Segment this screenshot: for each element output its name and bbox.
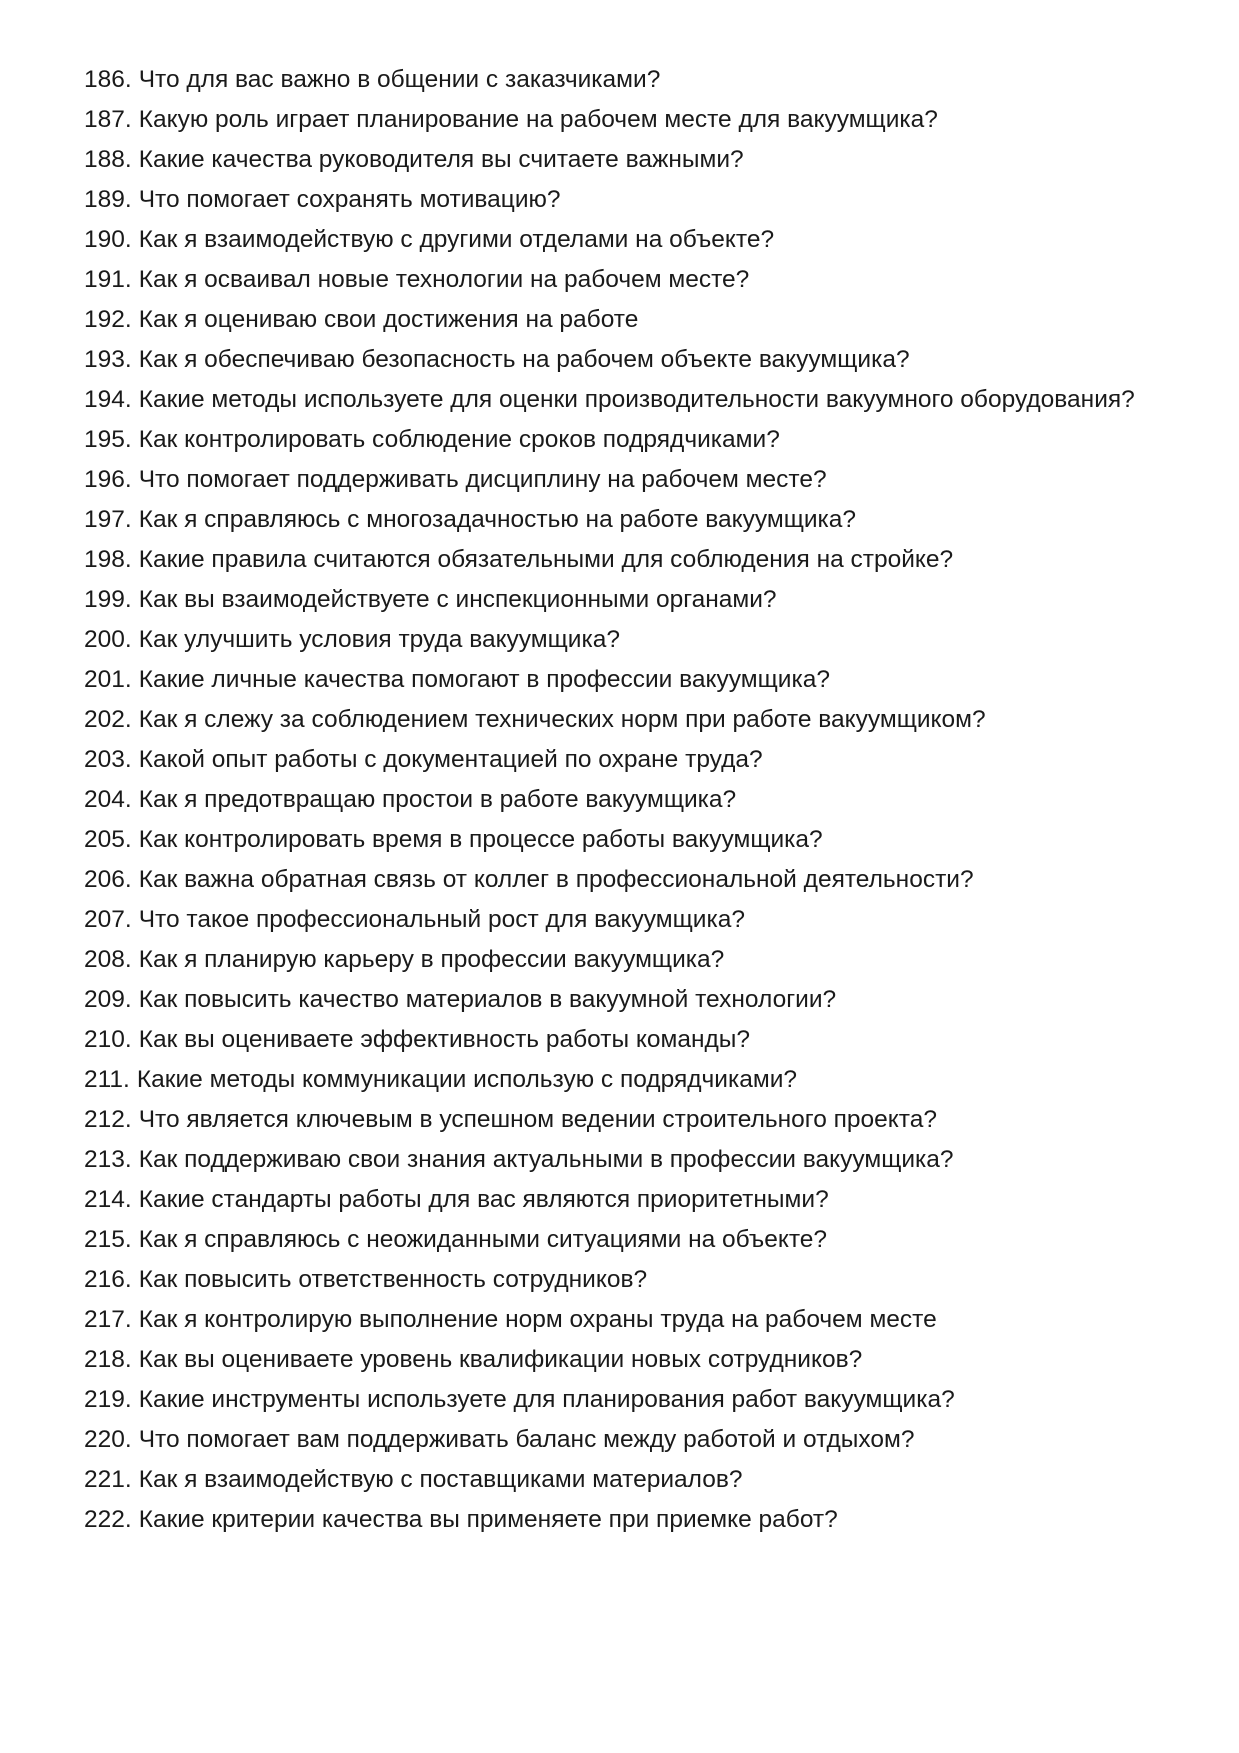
question-item: [84, 1140, 1204, 1180]
question-text: Какие методы коммуникации использую с подрядчиками?: [136, 1066, 797, 1093]
question-number: 199.: [84, 586, 132, 613]
question-text: Что такое профессиональный рост для вакуумщика?: [138, 906, 745, 933]
question-item: [84, 1420, 1204, 1460]
question-text: Как я взаимодействую с поставщиками материалов?: [138, 1466, 743, 1493]
question-list: [84, 60, 1204, 1540]
question-number: 209.: [84, 986, 132, 1013]
question-text: Какую роль играет планирование на рабочем месте для вакуумщика?: [138, 106, 938, 133]
question-number: 215.: [84, 1226, 132, 1253]
question-number: 211.: [84, 1066, 130, 1093]
question-number: 221.: [84, 1466, 132, 1493]
question-number: 214.: [84, 1186, 132, 1213]
question-number: 197.: [84, 506, 132, 533]
question-number: 188.: [84, 146, 132, 173]
question-text: Как я справляюсь с многозадачностью на работе вакуумщика?: [138, 506, 857, 533]
question-item: [84, 1380, 1204, 1420]
question-number: 213.: [84, 1146, 132, 1173]
question-text: Какие методы используете для оценки производительности вакуумного оборудования?: [138, 386, 1135, 413]
question-text: Как вы взаимодействуете с инспекционными органами?: [138, 586, 777, 613]
question-number: 204.: [84, 786, 132, 813]
question-item: [84, 260, 1204, 300]
question-text: Как я оцениваю свои достижения на работе: [138, 306, 639, 333]
question-text: Как улучшить условия труда вакуумщика?: [138, 626, 620, 653]
question-number: 218.: [84, 1346, 132, 1373]
question-item: [84, 500, 1204, 540]
question-number: 198.: [84, 546, 132, 573]
question-item: [84, 540, 1204, 580]
question-text: Как вы оцениваете уровень квалификации новых сотрудников?: [138, 1346, 863, 1373]
question-item: [84, 460, 1204, 500]
question-text: Как вы оцениваете эффективность работы команды?: [138, 1026, 751, 1053]
question-text: Как я обеспечиваю безопасность на рабочем объекте вакуумщика?: [138, 346, 910, 373]
question-item: [84, 860, 1204, 900]
question-text: Как поддерживаю свои знания актуальными в профессии вакуумщика?: [138, 1146, 954, 1173]
question-text: Какие качества руководителя вы считаете важными?: [138, 146, 744, 173]
question-text: Как повысить ответственность сотрудников?: [138, 1266, 648, 1293]
question-number: 206.: [84, 866, 132, 893]
question-text: Как я осваивал новые технологии на рабочем месте?: [138, 266, 750, 293]
question-text: Какие критерии качества вы применяете при приемке работ?: [138, 1506, 838, 1533]
question-number: 192.: [84, 306, 132, 333]
question-text: Какие инструменты используете для планирования работ вакуумщика?: [138, 1386, 955, 1413]
question-number: 205.: [84, 826, 132, 853]
question-item: [84, 1300, 1204, 1340]
question-number: 194.: [84, 386, 132, 413]
question-item: [84, 340, 1204, 380]
question-number: 219.: [84, 1386, 132, 1413]
question-text: Какие правила считаются обязательными для соблюдения на стройке?: [138, 546, 954, 573]
question-number: 210.: [84, 1026, 132, 1053]
question-text: Как я контролирую выполнение норм охраны труда на рабочем месте: [138, 1306, 937, 1333]
question-number: 217.: [84, 1306, 132, 1333]
question-item: [84, 1020, 1204, 1060]
question-item: [84, 780, 1204, 820]
question-text: Что помогает сохранять мотивацию?: [138, 186, 561, 213]
question-number: 208.: [84, 946, 132, 973]
question-number: 191.: [84, 266, 132, 293]
question-number: 222.: [84, 1506, 132, 1533]
question-text: Как я предотвращаю простои в работе вакуумщика?: [138, 786, 737, 813]
question-text: Как повысить качество материалов в вакуумной технологии?: [138, 986, 837, 1013]
question-text: Какие личные качества помогают в профессии вакуумщика?: [138, 666, 830, 693]
question-number: 203.: [84, 746, 132, 773]
question-number: 196.: [84, 466, 132, 493]
question-item: [84, 740, 1204, 780]
question-text: Какой опыт работы с документацией по охране труда?: [138, 746, 763, 773]
question-text: Как контролировать соблюдение сроков подрядчиками?: [138, 426, 780, 453]
question-item: [84, 140, 1204, 180]
question-text: Какие стандарты работы для вас являются приоритетными?: [138, 1186, 829, 1213]
question-item: [84, 1460, 1204, 1500]
question-item: [84, 1220, 1204, 1260]
question-number: 212.: [84, 1106, 132, 1133]
question-item: [84, 820, 1204, 860]
question-number: 207.: [84, 906, 132, 933]
question-number: 189.: [84, 186, 132, 213]
question-number: 220.: [84, 1426, 132, 1453]
question-item: [84, 100, 1204, 140]
question-item: [84, 580, 1204, 620]
question-text: Как я слежу за соблюдением технических норм при работе вакуумщиком?: [138, 706, 986, 733]
question-item: [84, 60, 1204, 100]
question-text: Что помогает поддерживать дисциплину на рабочем месте?: [138, 466, 827, 493]
question-item: [84, 1340, 1204, 1380]
question-item: [84, 420, 1204, 460]
question-number: 201.: [84, 666, 132, 693]
question-number: 195.: [84, 426, 132, 453]
question-number: 187.: [84, 106, 132, 133]
question-number: 190.: [84, 226, 132, 253]
question-item: [84, 220, 1204, 260]
question-item: [84, 1260, 1204, 1300]
question-number: 186.: [84, 66, 132, 93]
question-item: [84, 1500, 1204, 1540]
question-item: [84, 900, 1204, 940]
question-item: [84, 380, 1204, 420]
question-item: [84, 660, 1204, 700]
question-item: [84, 700, 1204, 740]
question-item: [84, 940, 1204, 980]
question-number: 200.: [84, 626, 132, 653]
question-text: Как я взаимодействую с другими отделами на объекте?: [138, 226, 775, 253]
question-item: [84, 1060, 1204, 1100]
question-item: [84, 980, 1204, 1020]
question-text: Как я планирую карьеру в профессии вакуумщика?: [138, 946, 725, 973]
question-item: [84, 300, 1204, 340]
question-text: Что помогает вам поддерживать баланс между работой и отдыхом?: [138, 1426, 915, 1453]
question-item: [84, 620, 1204, 660]
question-number: 193.: [84, 346, 132, 373]
question-item: [84, 1100, 1204, 1140]
question-text: Как важна обратная связь от коллег в профессиональной деятельности?: [138, 866, 974, 893]
question-text: Что для вас важно в общении с заказчиками?: [138, 66, 661, 93]
question-item: [84, 1180, 1204, 1220]
question-number: 216.: [84, 1266, 132, 1293]
question-item: [84, 180, 1204, 220]
question-text: Как контролировать время в процессе работы вакуумщика?: [138, 826, 823, 853]
question-number: 202.: [84, 706, 132, 733]
question-text: Что является ключевым в успешном ведении строительного проекта?: [138, 1106, 937, 1133]
question-text: Как я справляюсь с неожиданными ситуациями на объекте?: [138, 1226, 828, 1253]
